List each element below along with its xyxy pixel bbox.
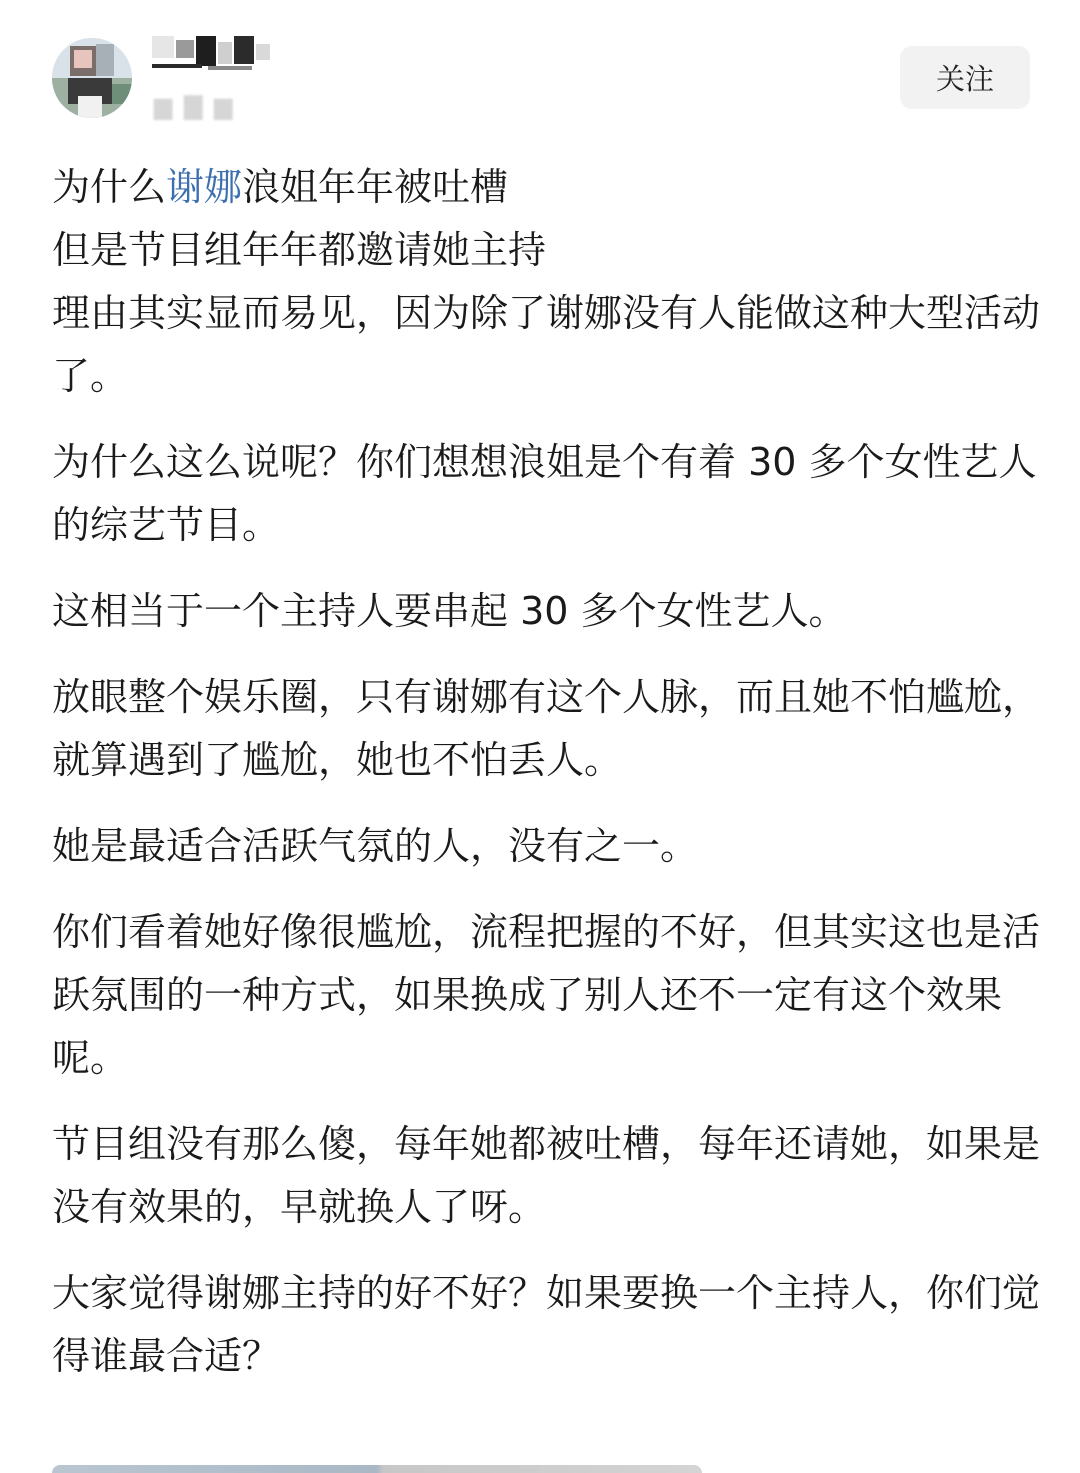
username-redacted[interactable] — [152, 36, 282, 86]
post-body — [52, 156, 1042, 1411]
post-paragraph: 大家觉得谢娜主持的好不好？如果要换一个主持人，你们觉得谁最合适？ — [52, 1271, 1041, 1378]
post-paragraph: 理由其实显而易见，因为除了谢娜没有人能做这种大型活动了。 — [52, 291, 1041, 398]
post-paragraph: 这相当于一个主持人要串起 30 多个女性艺人。 — [52, 589, 847, 633]
attached-image-preview[interactable] — [52, 1465, 702, 1473]
intro-prefix: 为什么 — [52, 165, 167, 209]
mention-link-xie-na[interactable]: 谢娜 — [166, 165, 243, 209]
post-paragraph: 但是节目组年年都邀请她主持 — [52, 228, 547, 272]
post-paragraph: 你们看着她好像很尴尬，流程把握的不好，但其实这也是活跃氛围的一种方式，如果换成了别人还不一定有这个效果呢。 — [52, 910, 1041, 1080]
post-paragraph: 放眼整个娱乐圈，只有谢娜有这个人脉，而且她不怕尴尬，就算遇到了尴尬，她也不怕丢人。 — [52, 675, 1041, 782]
follow-button[interactable]: 关注 — [900, 46, 1030, 109]
post-paragraph: 为什么这么说呢？你们想想浪姐是个有着 30 多个女性艺人的综艺节目。 — [52, 440, 1037, 547]
post-header — [0, 0, 1080, 150]
avatar[interactable] — [52, 38, 132, 118]
user-subline-redacted: ▆ ▇ ▆ — [154, 92, 235, 120]
post-paragraph-intro — [52, 156, 1042, 219]
post-paragraph: 节目组没有那么傻，每年她都被吐槽，每年还请她，如果是没有效果的，早就换人了呀。 — [52, 1122, 1041, 1229]
post-paragraph: 她是最适合活跃气氛的人，没有之一。 — [52, 824, 699, 868]
intro-suffix: 浪姐年年被吐槽 — [242, 165, 509, 209]
